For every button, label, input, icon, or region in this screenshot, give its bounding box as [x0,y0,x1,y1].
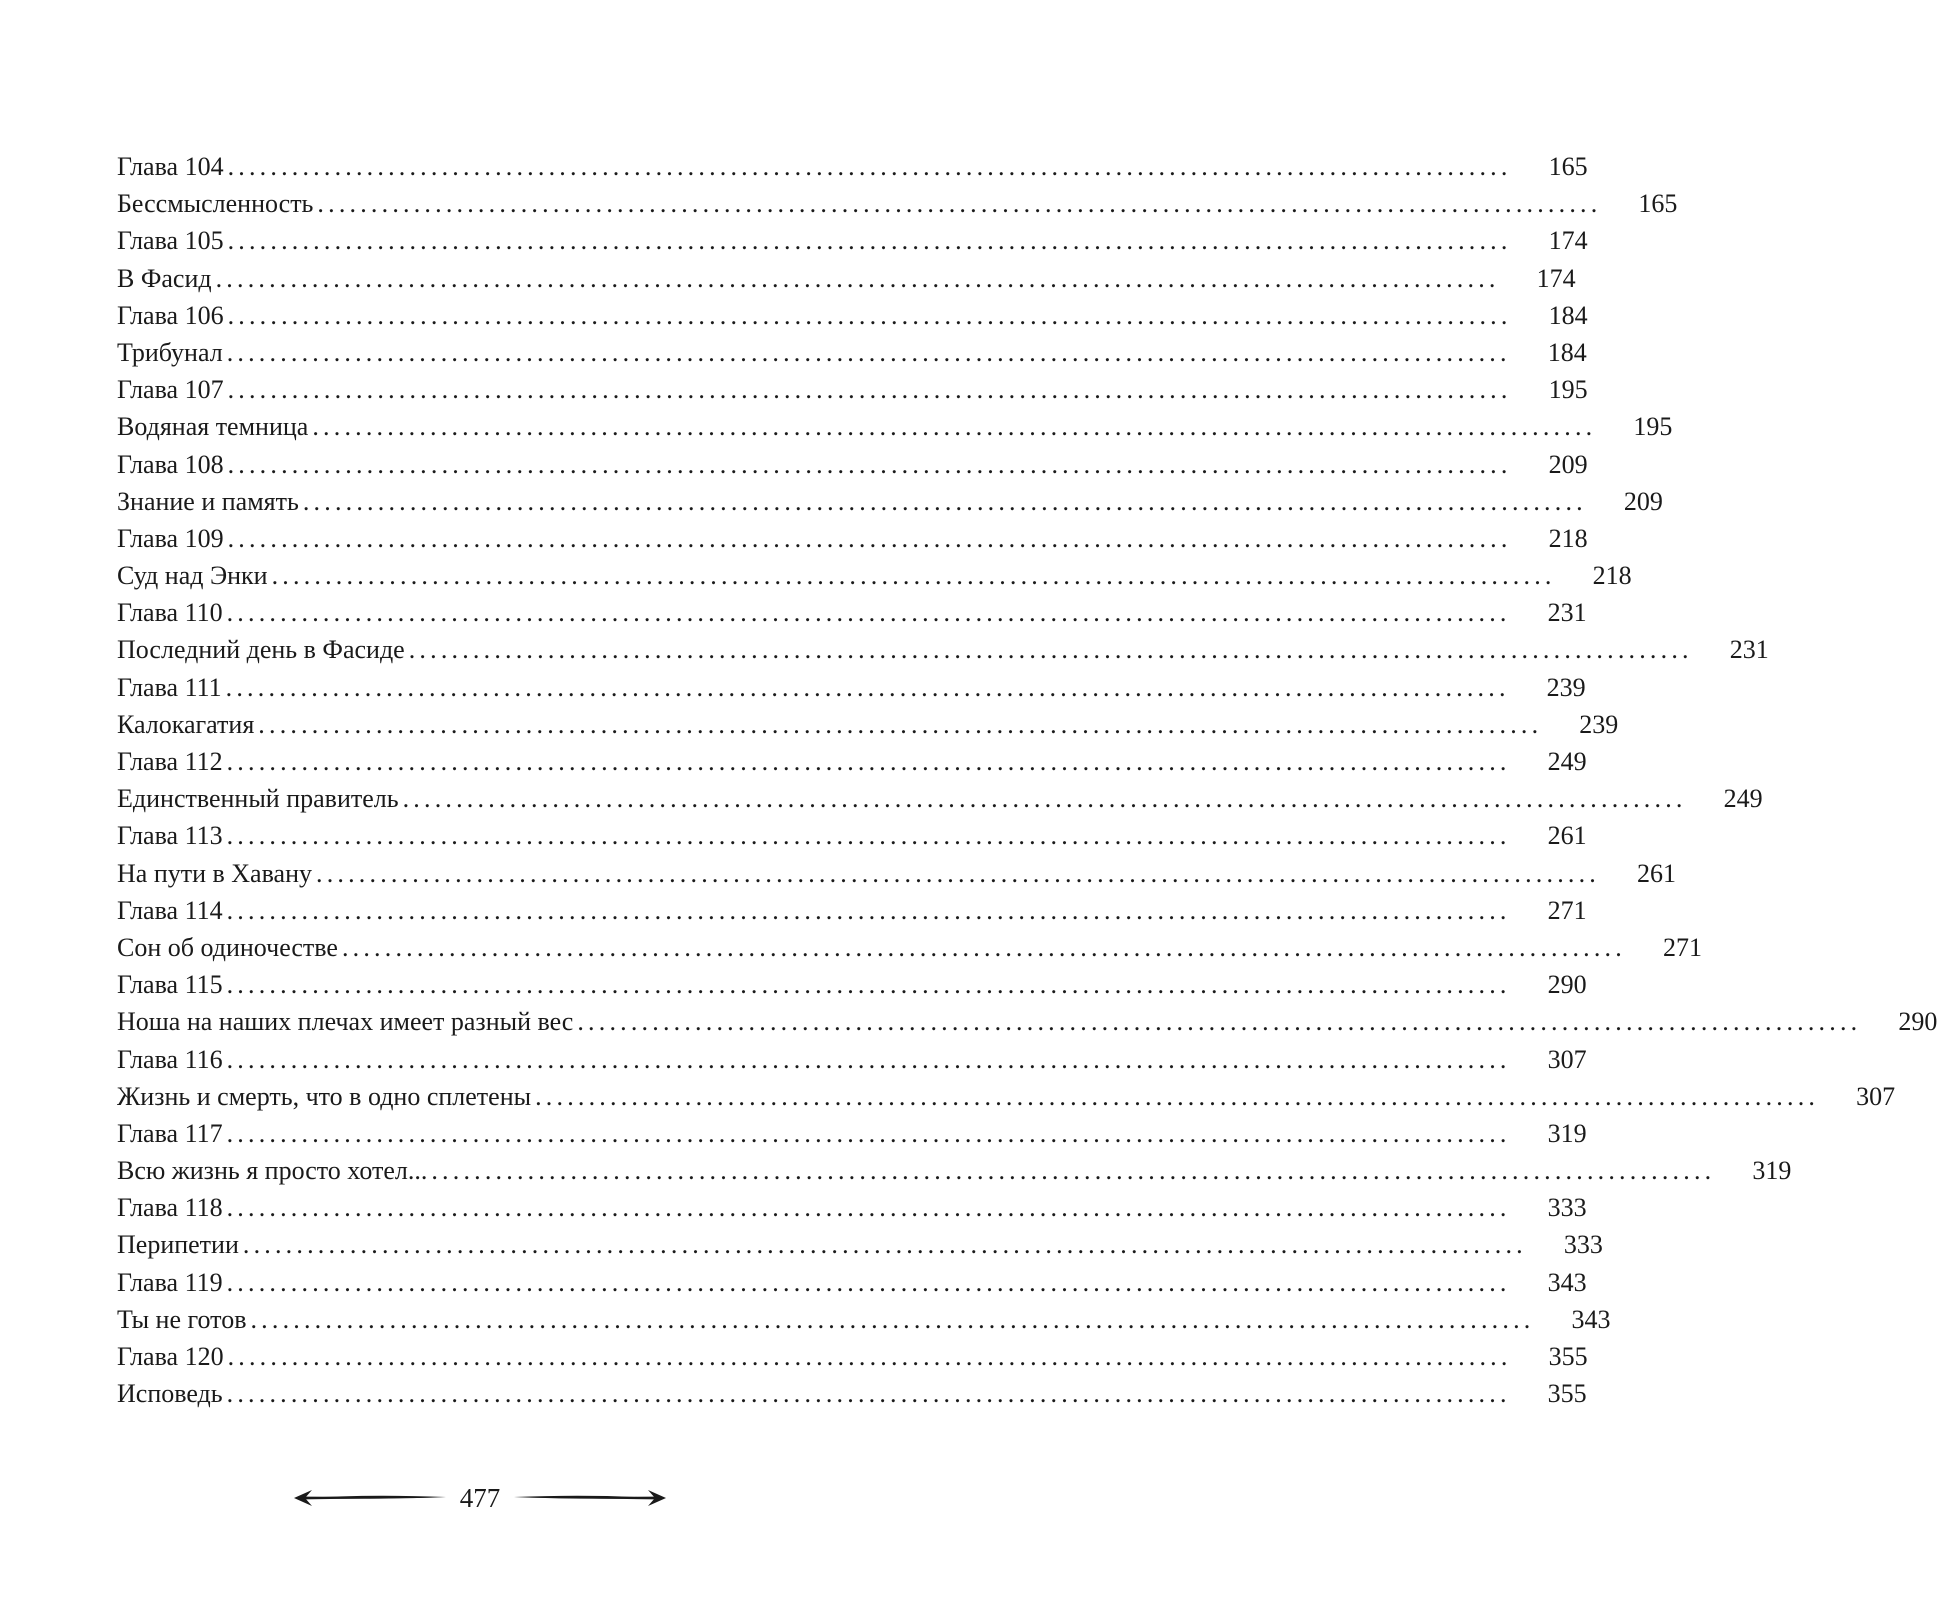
toc-entry[interactable] [117,408,1673,445]
toc-leader-dots: ........................................................................................................................ [242,1230,1527,1260]
toc-entry-page: 333 [1563,1230,1603,1260]
toc-entry-page: 355 [1548,1342,1588,1371]
toc-leader-dots: ........................................................................................................................ [226,1118,1511,1148]
toc-entry-title: Глава 104 [117,152,224,181]
toc-entry-title: Бессмысленность [117,189,314,219]
toc-entry-page: 290 [1547,970,1587,1000]
toc-entry-title: Глава 120 [117,1342,224,1371]
toc-leader-dots: ........................................................................................................................ [227,300,1512,330]
toc-entry-title: Ноша на наших плечах имеет разный вес [117,1007,574,1037]
toc-entry-page: 333 [1547,1193,1587,1223]
toc-entry-title: Трибунал [117,337,223,367]
toc-entry[interactable] [117,1189,1587,1226]
toc-entry[interactable] [117,520,1588,557]
toc-entry-page: 209 [1623,486,1663,516]
toc-entry-title: Знание и память [117,486,299,516]
toc-entry-title: Глава 107 [117,375,224,405]
toc-entry[interactable] [117,371,1588,408]
toc-entry[interactable] [117,1003,1937,1040]
toc-entry-page: 271 [1662,932,1702,962]
toc-leader-dots: ........................................................................................................................ [227,449,1512,479]
toc-entry[interactable] [117,631,1769,668]
toc-entry-page: 319 [1547,1118,1587,1148]
toc-entry[interactable] [117,743,1587,780]
toc-entry[interactable] [117,780,1763,817]
toc-entry[interactable] [117,1338,1588,1375]
toc-entry-title: Исповедь [117,1379,223,1409]
toc-leader-dots: ........................................................................................................................ [258,709,1543,739]
toc-leader-dots: ........................................................................................................................ [215,263,1500,293]
toc-entry-title: Калокагатия [117,709,255,739]
toc-leader-dots: ........................................................................................................................ [226,970,1511,1000]
toc-entry-page: 165 [1638,189,1678,219]
toc-entry-page: 195 [1548,375,1588,405]
toc-leader-dots: ........................................................................................................................ [402,784,1687,814]
toc-entry-page: 218 [1548,523,1588,553]
toc-entry-title: Глава 119 [117,1267,223,1297]
toc-entry[interactable] [117,148,1588,185]
toc-entry-title: Единственный правитель [117,784,399,814]
toc-leader-dots: ........................................................................................................................ [226,1267,1511,1297]
toc-entry-page: 239 [1579,709,1619,739]
toc-leader-dots: ........................................................................................................................ [227,375,1512,405]
toc-entry-title: Глава 118 [117,1193,223,1223]
toc-leader-dots: ........................................................................................................................ [341,932,1626,962]
toc-entry[interactable] [117,483,1663,520]
toc-entry[interactable] [117,297,1588,334]
toc-entry[interactable] [117,855,1676,892]
toc-entry-title: Глава 108 [117,449,224,479]
toc-leader-dots: ........................................................................................................................ [312,412,1597,442]
page-folio [280,1478,680,1518]
toc-leader-dots: ........................................................................................................................ [317,189,1602,219]
toc-entry-page: 355 [1547,1379,1587,1409]
toc-entry[interactable] [117,1041,1587,1078]
toc-entry[interactable] [117,669,1586,706]
toc-entry-title: Ты не готов [117,1304,247,1334]
toc-entry[interactable] [117,334,1587,371]
toc-entry-page: 271 [1547,895,1587,925]
toc-entry[interactable] [117,260,1576,297]
toc-entry-page: 343 [1547,1267,1587,1297]
toc-entry-page: 174 [1536,263,1576,293]
toc-leader-dots: ........................................................................................................................ [577,1007,1862,1037]
toc-entry-title: Глава 110 [117,598,223,628]
toc-entry[interactable] [117,446,1588,483]
toc-entry-title: Перипетии [117,1230,239,1260]
toc-entry-title: Последний день в Фасиде [117,635,405,665]
toc-entry-title: Глава 109 [117,523,224,553]
toc-entry-page: 184 [1548,300,1588,330]
toc-entry[interactable] [117,706,1619,743]
toc-leader-dots: ........................................................................................................................ [226,1044,1511,1074]
toc-entry-title: Глава 112 [117,747,223,776]
toc-entry-page: 174 [1548,226,1588,256]
toc-entry-title: Всю жизнь я просто хотел... [117,1156,428,1186]
toc-entry-title: Глава 114 [117,895,223,925]
toc-leader-dots: ........................................................................................................................ [250,1304,1535,1334]
toc-leader-dots: ........................................................................................................................ [535,1081,1820,1111]
toc-leader-dots: ........................................................................................................................ [226,598,1511,628]
toc-entry[interactable] [117,892,1587,929]
right-arrow-ornament-icon [510,1488,670,1508]
toc-entry-title: Глава 111 [117,672,222,702]
toc-entry[interactable] [117,557,1632,594]
toc-entry-title: Водяная темница [117,412,309,442]
toc-entry[interactable] [117,1301,1611,1338]
toc-entry[interactable] [117,1375,1587,1412]
toc-entry-title: Глава 115 [117,970,223,1000]
toc-entry[interactable] [117,222,1588,259]
toc-leader-dots: ........................................................................................................................ [225,672,1510,702]
toc-entry[interactable] [117,1115,1587,1152]
toc-entry-title: В Фасид [117,263,212,293]
toc-leader-dots: ........................................................................................................................ [226,1379,1511,1409]
toc-leader-dots: ........................................................................................................................ [316,858,1600,888]
toc-entry-page: 184 [1547,337,1587,367]
toc-leader-dots: ........................................................................................................................ [271,561,1556,591]
toc-entry-page: 343 [1571,1304,1611,1334]
toc-entry-page: 307 [1856,1081,1896,1111]
toc-entry[interactable] [117,929,1702,966]
toc-entry[interactable] [117,185,1678,222]
toc-entry-page: 218 [1592,561,1632,591]
toc-entry-page: 165 [1548,152,1588,181]
toc-entry[interactable] [117,966,1587,1003]
toc-entry-page: 195 [1633,412,1673,442]
toc-entry-title: Глава 105 [117,226,224,256]
toc-leader-dots: ........................................................................................................................ [226,747,1511,776]
toc-leader-dots: ........................................................................................................................ [302,486,1587,516]
toc-entry-page: 231 [1729,635,1769,665]
toc-leader-dots: ........................................................................................................................ [227,1342,1512,1371]
toc-leader-dots: ........................................................................................................................ [226,1193,1511,1223]
toc-entry-title: Глава 113 [117,821,223,851]
toc-leader-dots: ........................................................................................................................ [226,821,1511,851]
toc-entry[interactable] [117,1226,1603,1263]
toc-entry-page: 249 [1547,747,1587,776]
toc-entry[interactable] [117,1152,1792,1189]
toc-entry-page: 209 [1548,449,1588,479]
left-arrow-ornament-icon [290,1488,450,1508]
toc-entry-page: 249 [1723,784,1763,814]
table-of-contents [117,148,1937,1412]
toc-entry-title: На пути в Хавану [117,858,312,888]
toc-entry[interactable] [117,1264,1587,1301]
toc-leader-dots: ........................................................................................................................ [226,337,1511,367]
toc-leader-dots: ........................................................................................................................ [408,635,1693,665]
toc-entry[interactable] [117,594,1587,631]
toc-leader-dots: ........................................................................................................................ [227,523,1512,553]
toc-entry-title: Глава 117 [117,1118,223,1148]
toc-entry-page: 239 [1546,672,1586,702]
toc-leader-dots: ........................................................................................................................ [227,152,1512,181]
toc-entry-title: Глава 106 [117,300,224,330]
toc-entry[interactable] [117,817,1587,854]
toc-entry-page: 261 [1637,858,1676,888]
toc-entry-page: 319 [1752,1156,1792,1186]
toc-entry-page: 231 [1547,598,1587,628]
toc-leader-dots: ........................................................................................................................ [431,1156,1716,1186]
toc-entry-title: Суд над Энки [117,561,268,591]
toc-leader-dots: ........................................................................................................................ [226,895,1511,925]
toc-entry-page: 261 [1547,821,1587,851]
toc-entry[interactable] [117,1078,1896,1115]
toc-entry-page: 290 [1898,1007,1937,1037]
toc-entry-title: Глава 116 [117,1044,223,1074]
toc-entry-title: Жизнь и смерть, что в одно сплетены [117,1081,532,1111]
toc-entry-page: 307 [1547,1044,1587,1074]
toc-leader-dots: ........................................................................................................................ [227,226,1512,256]
page-number: 477 [459,1483,501,1513]
toc-entry-title: Сон об одиночестве [117,932,338,962]
